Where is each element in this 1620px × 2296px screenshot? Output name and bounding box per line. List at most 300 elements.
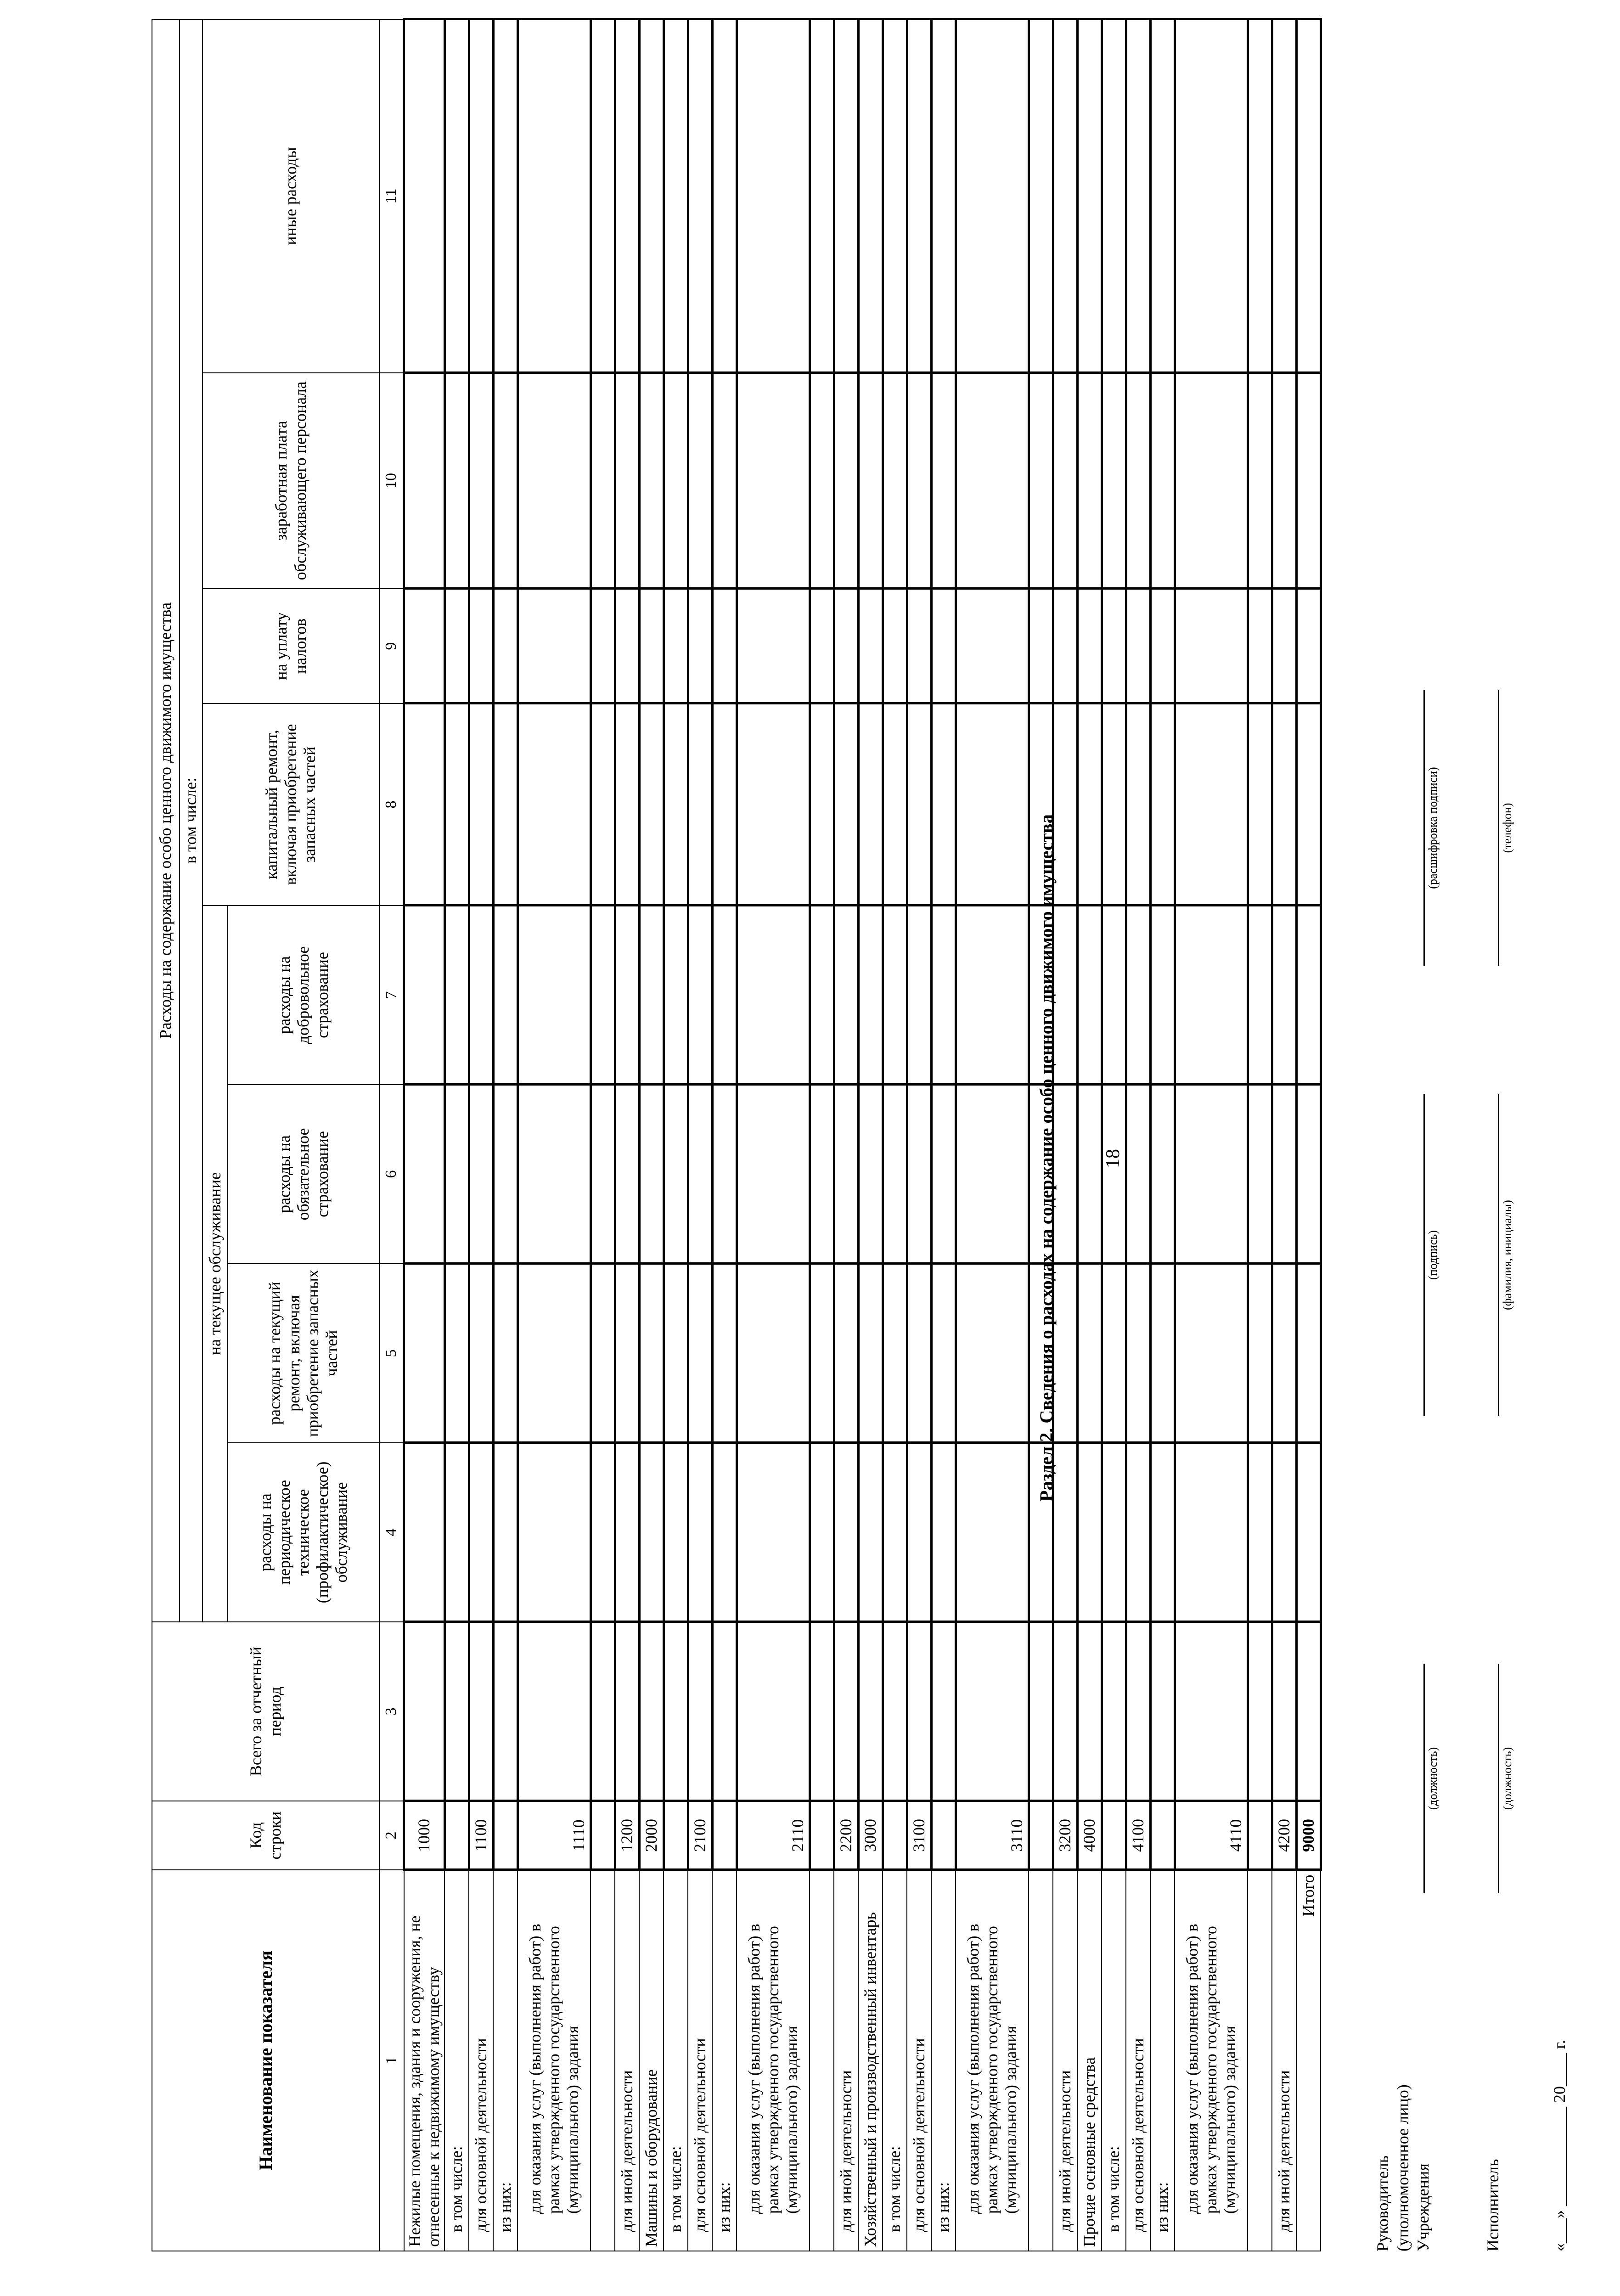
value-cell xyxy=(834,589,858,703)
row-name: для оказания услуг (выполнения работ) в рамках утвержденного государственного (муниципального) задания xyxy=(956,1870,1029,2251)
value-cell xyxy=(1150,19,1175,373)
row-code: 2100 xyxy=(688,1801,712,1870)
value-cell xyxy=(1296,1622,1321,1801)
row-code xyxy=(493,1801,518,1870)
value-cell xyxy=(907,1443,931,1622)
value-cell xyxy=(883,1264,907,1443)
value-cell xyxy=(518,906,591,1085)
value-cell xyxy=(1248,1622,1272,1801)
value-cell xyxy=(883,1443,907,1622)
value-cell xyxy=(810,373,834,589)
value-cell xyxy=(688,1085,712,1264)
row-name: для оказания услуг (выполнения работ) в рамках утвержденного государственного (муниципального) задания xyxy=(518,1870,591,2251)
row-code: 4000 xyxy=(1077,1801,1102,1870)
table-row xyxy=(712,19,737,2251)
row-code: 3200 xyxy=(1053,1801,1077,1870)
value-cell xyxy=(1077,1622,1102,1801)
value-cell xyxy=(493,906,518,1085)
col-number: 6 xyxy=(379,1085,404,1264)
value-cell xyxy=(712,906,737,1085)
value-cell xyxy=(518,1622,591,1801)
value-cell xyxy=(858,1264,883,1443)
value-cell xyxy=(444,906,469,1085)
table-row xyxy=(858,19,883,2251)
value-cell xyxy=(404,589,445,703)
col-number: 4 xyxy=(379,1443,404,1622)
caption-position: (должность) xyxy=(1426,1747,1440,1810)
value-cell xyxy=(639,1264,664,1443)
value-cell xyxy=(493,589,518,703)
value-cell xyxy=(1175,1443,1248,1622)
caption-signature: (подпись) xyxy=(1426,1230,1440,1280)
value-cell xyxy=(444,1085,469,1264)
value-cell xyxy=(639,589,664,703)
value-cell xyxy=(737,1264,810,1443)
value-cell xyxy=(688,1443,712,1622)
col-number: 3 xyxy=(379,1622,404,1801)
row-code: 2110 xyxy=(737,1801,810,1870)
value-cell xyxy=(931,906,956,1085)
value-cell xyxy=(1175,906,1248,1085)
section-title: Раздел 2. Сведения о расходах на содержание особо ценного движимого имущества xyxy=(1036,814,1057,1502)
caption-decoding: (расшифровка подписи) xyxy=(1426,767,1440,889)
value-cell xyxy=(518,589,591,703)
value-cell xyxy=(712,1622,737,1801)
value-cell xyxy=(834,1443,858,1622)
value-cell xyxy=(1053,703,1077,906)
value-cell xyxy=(444,1622,469,1801)
value-cell xyxy=(1272,703,1296,906)
value-cell xyxy=(664,19,688,373)
value-cell xyxy=(444,373,469,589)
value-cell xyxy=(956,1622,1029,1801)
value-cell xyxy=(1248,703,1272,906)
value-cell xyxy=(404,1264,445,1443)
value-cell xyxy=(1053,373,1077,589)
row-code: 1110 xyxy=(518,1801,591,1870)
value-cell xyxy=(1029,589,1053,703)
table-row xyxy=(1248,19,1272,2251)
value-cell xyxy=(493,1443,518,1622)
value-cell xyxy=(639,373,664,589)
value-cell xyxy=(883,703,907,906)
value-cell xyxy=(639,1443,664,1622)
head-position-line xyxy=(1423,1664,1425,1893)
value-cell xyxy=(493,1622,518,1801)
row-code xyxy=(664,1801,688,1870)
header-total: Всего за отчетный период xyxy=(152,1622,379,1801)
value-cell xyxy=(469,1622,493,1801)
value-cell xyxy=(1296,906,1321,1085)
value-cell xyxy=(664,1085,688,1264)
row-name: для иной деятельности xyxy=(834,1870,858,2251)
value-cell xyxy=(834,906,858,1085)
value-cell xyxy=(664,906,688,1085)
value-cell xyxy=(956,373,1029,589)
value-cell xyxy=(883,906,907,1085)
value-cell xyxy=(1248,1085,1272,1264)
value-cell xyxy=(810,19,834,373)
value-cell xyxy=(1175,1264,1248,1443)
row-name: для основной деятельности xyxy=(1126,1870,1150,2251)
row-name xyxy=(1248,1870,1272,2251)
value-cell xyxy=(1296,373,1321,589)
value-cell xyxy=(834,703,858,906)
row-name xyxy=(1029,1870,1053,2251)
value-cell xyxy=(615,19,639,373)
value-cell xyxy=(712,589,737,703)
value-cell xyxy=(1077,589,1102,703)
value-cell xyxy=(956,19,1029,373)
table-row xyxy=(834,19,858,2251)
row-name: Итого xyxy=(1296,1870,1321,2251)
value-cell xyxy=(404,703,445,906)
row-code xyxy=(883,1801,907,1870)
header-in-that-number: в том числе: xyxy=(180,19,202,1622)
table-row xyxy=(1102,19,1126,2251)
col-number: 1 xyxy=(379,1870,404,2251)
value-cell xyxy=(493,373,518,589)
value-cell xyxy=(931,1085,956,1264)
value-cell xyxy=(810,1085,834,1264)
table-row xyxy=(1150,19,1175,2251)
value-cell xyxy=(469,906,493,1085)
row-name: для основной деятельности xyxy=(469,1870,493,2251)
value-cell xyxy=(1102,703,1126,906)
row-code xyxy=(931,1801,956,1870)
value-cell xyxy=(737,373,810,589)
value-cell xyxy=(883,373,907,589)
value-cell xyxy=(688,1264,712,1443)
row-code: 3110 xyxy=(956,1801,1029,1870)
value-cell xyxy=(404,19,445,373)
value-cell xyxy=(1102,1622,1126,1801)
value-cell xyxy=(810,589,834,703)
value-cell xyxy=(956,1264,1029,1443)
date-line: «___» ____________ 20____ г. xyxy=(1550,2040,1569,2251)
row-code: 3000 xyxy=(858,1801,883,1870)
table-row xyxy=(615,19,639,2251)
table-row xyxy=(737,19,810,2251)
value-cell xyxy=(1248,1264,1272,1443)
value-cell xyxy=(810,906,834,1085)
value-cell xyxy=(931,1622,956,1801)
table-row xyxy=(518,19,591,2251)
value-cell xyxy=(1150,1622,1175,1801)
row-code: 4110 xyxy=(1175,1801,1248,1870)
row-name: из них: xyxy=(493,1870,518,2251)
row-code xyxy=(1248,1801,1272,1870)
row-code xyxy=(444,1801,469,1870)
row-name: из них: xyxy=(1150,1870,1175,2251)
table-row xyxy=(591,19,615,2251)
value-cell xyxy=(907,1085,931,1264)
col-number: 8 xyxy=(379,703,404,906)
header-current-service: на текущее обслуживание xyxy=(202,906,228,1622)
value-cell xyxy=(1102,589,1126,703)
row-name: для оказания услуг (выполнения работ) в рамках утвержденного государственного (муниципального) задания xyxy=(1175,1870,1248,2251)
value-cell xyxy=(1296,703,1321,906)
value-cell xyxy=(1175,589,1248,703)
table-row xyxy=(404,19,445,2251)
value-cell xyxy=(1029,906,1053,1085)
value-cell xyxy=(858,1443,883,1622)
value-cell xyxy=(883,19,907,373)
value-cell xyxy=(1126,1085,1150,1264)
value-cell xyxy=(931,19,956,373)
value-cell xyxy=(493,1264,518,1443)
value-cell xyxy=(1272,906,1296,1085)
row-code: 1100 xyxy=(469,1801,493,1870)
value-cell xyxy=(810,1264,834,1443)
value-cell xyxy=(444,589,469,703)
value-cell xyxy=(664,1443,688,1622)
table-row xyxy=(1175,19,1248,2251)
value-cell xyxy=(591,906,615,1085)
table-row xyxy=(931,19,956,2251)
value-cell xyxy=(615,1443,639,1622)
value-cell xyxy=(688,703,712,906)
value-cell xyxy=(591,589,615,703)
value-cell xyxy=(1102,19,1126,373)
value-cell xyxy=(469,589,493,703)
value-cell xyxy=(1150,373,1175,589)
value-cell xyxy=(737,1622,810,1801)
value-cell xyxy=(469,373,493,589)
row-name: в том числе: xyxy=(664,1870,688,2251)
table-row xyxy=(1029,19,1053,2251)
row-name: в том числе: xyxy=(444,1870,469,2251)
head-label-2: (уполномоченное лицо) xyxy=(1394,2084,1412,2251)
head-signature-line xyxy=(1423,1094,1425,1416)
page-number: 18 xyxy=(1102,1149,1124,1168)
table-row xyxy=(1272,19,1296,2251)
row-name: Нежилые помещения, здания и сооружения, не отнесенные к недвижимому имуществу xyxy=(404,1870,445,2251)
value-cell xyxy=(1248,906,1272,1085)
value-cell xyxy=(931,1443,956,1622)
value-cell xyxy=(858,1085,883,1264)
value-cell xyxy=(518,19,591,373)
value-cell xyxy=(404,373,445,589)
value-cell xyxy=(1102,1264,1126,1443)
row-code xyxy=(1102,1801,1126,1870)
row-code: 2200 xyxy=(834,1801,858,1870)
value-cell xyxy=(1102,1443,1126,1622)
value-cell xyxy=(444,703,469,906)
value-cell xyxy=(956,589,1029,703)
value-cell xyxy=(1272,1264,1296,1443)
value-cell xyxy=(493,703,518,906)
value-cell xyxy=(810,1443,834,1622)
value-cell xyxy=(956,906,1029,1085)
value-cell xyxy=(1296,1085,1321,1264)
value-cell xyxy=(1126,906,1150,1085)
table-row xyxy=(956,19,1029,2251)
executor-phone-line xyxy=(1498,690,1499,966)
value-cell xyxy=(688,373,712,589)
value-cell xyxy=(1029,1622,1053,1801)
value-cell xyxy=(858,19,883,373)
value-cell xyxy=(615,373,639,589)
table-row xyxy=(444,19,469,2251)
row-code: 2000 xyxy=(639,1801,664,1870)
value-cell xyxy=(858,1622,883,1801)
value-cell xyxy=(639,1085,664,1264)
value-cell xyxy=(1272,1443,1296,1622)
table-row xyxy=(907,19,931,2251)
value-cell xyxy=(1248,589,1272,703)
value-cell xyxy=(858,589,883,703)
header-group-main: Расходы на содержание особо ценного движимого имущества xyxy=(152,19,180,1622)
value-cell xyxy=(1175,703,1248,906)
value-cell xyxy=(907,703,931,906)
value-cell xyxy=(810,1622,834,1801)
table-row xyxy=(493,19,518,2251)
value-cell xyxy=(1053,1443,1077,1622)
value-cell xyxy=(883,589,907,703)
row-code xyxy=(1150,1801,1175,1870)
value-cell xyxy=(1272,373,1296,589)
row-name: для основной деятельности xyxy=(907,1870,931,2251)
value-cell xyxy=(1029,1443,1053,1622)
table-row xyxy=(664,19,688,2251)
value-cell xyxy=(1150,906,1175,1085)
header-col-current-repair: расходы на текущий ремонт, включая приобретение запасных частей xyxy=(228,1264,379,1443)
value-cell xyxy=(907,1622,931,1801)
value-cell xyxy=(469,1264,493,1443)
row-name: для иной деятельности xyxy=(1053,1870,1077,2251)
value-cell xyxy=(688,1622,712,1801)
value-cell xyxy=(907,1264,931,1443)
row-name: из них: xyxy=(712,1870,737,2251)
value-cell xyxy=(518,1085,591,1264)
value-cell xyxy=(1029,373,1053,589)
value-cell xyxy=(615,1085,639,1264)
row-name: Хозяйственный и производственный инвентарь xyxy=(858,1870,883,2251)
head-decoding-line xyxy=(1423,690,1425,966)
value-cell xyxy=(591,1443,615,1622)
executor-label: Исполнитель xyxy=(1484,2159,1502,2251)
value-cell xyxy=(404,1622,445,1801)
value-cell xyxy=(1150,1443,1175,1622)
header-col-other: иные расходы xyxy=(202,19,379,373)
value-cell xyxy=(834,373,858,589)
value-cell xyxy=(1102,906,1126,1085)
value-cell xyxy=(956,1085,1029,1264)
row-name: в том числе: xyxy=(883,1870,907,2251)
value-cell xyxy=(1053,906,1077,1085)
value-cell xyxy=(444,19,469,373)
column-numbers-row xyxy=(379,19,404,2251)
value-cell xyxy=(712,373,737,589)
value-cell xyxy=(688,906,712,1085)
value-cell xyxy=(1077,1443,1102,1622)
value-cell xyxy=(737,906,810,1085)
caption-phone: (телефон) xyxy=(1501,803,1514,853)
col-number: 9 xyxy=(379,589,404,703)
value-cell xyxy=(444,1443,469,1622)
value-cell xyxy=(591,1264,615,1443)
value-cell xyxy=(664,703,688,906)
value-cell xyxy=(931,589,956,703)
value-cell xyxy=(956,703,1029,906)
value-cell xyxy=(712,1443,737,1622)
value-cell xyxy=(1248,19,1272,373)
value-cell xyxy=(469,703,493,906)
value-cell xyxy=(591,1085,615,1264)
head-label-1: Руководитель xyxy=(1373,2155,1392,2251)
value-cell xyxy=(712,703,737,906)
value-cell xyxy=(1248,1443,1272,1622)
value-cell xyxy=(1175,373,1248,589)
row-name: для иной деятельности xyxy=(615,1870,639,2251)
value-cell xyxy=(1296,1443,1321,1622)
header-indicator: Наименование показателя xyxy=(152,1870,379,2251)
value-cell xyxy=(834,19,858,373)
value-cell xyxy=(1272,589,1296,703)
header-col-capital-repair: капитальный ремонт, включая приобретение запасных частей xyxy=(202,703,379,906)
value-cell xyxy=(493,19,518,373)
value-cell xyxy=(591,19,615,373)
value-cell xyxy=(907,373,931,589)
value-cell xyxy=(591,703,615,906)
value-cell xyxy=(858,373,883,589)
value-cell xyxy=(1248,373,1272,589)
value-cell xyxy=(737,1085,810,1264)
col-number: 7 xyxy=(379,906,404,1085)
row-name: для основной деятельности xyxy=(688,1870,712,2251)
value-cell xyxy=(931,373,956,589)
col-number: 2 xyxy=(379,1801,404,1870)
value-cell xyxy=(1077,1264,1102,1443)
value-cell xyxy=(664,1622,688,1801)
executor-position-line xyxy=(1498,1664,1499,1893)
value-cell xyxy=(907,589,931,703)
executor-name-line xyxy=(1498,1094,1499,1416)
value-cell xyxy=(518,373,591,589)
value-cell xyxy=(1126,373,1150,589)
row-code: 3100 xyxy=(907,1801,931,1870)
value-cell xyxy=(1126,1622,1150,1801)
row-name: из них: xyxy=(931,1870,956,2251)
value-cell xyxy=(834,1264,858,1443)
table-row xyxy=(883,19,907,2251)
value-cell xyxy=(444,1264,469,1443)
value-cell xyxy=(1175,1085,1248,1264)
value-cell xyxy=(615,906,639,1085)
value-cell xyxy=(639,1622,664,1801)
value-cell xyxy=(1077,703,1102,906)
row-code: 9000 xyxy=(1296,1801,1321,1870)
value-cell xyxy=(737,19,810,373)
row-name: в том числе: xyxy=(1102,1870,1126,2251)
value-cell xyxy=(591,373,615,589)
header-col-maintenance: расходы на периодическое техническое (профилактическое) обслуживание xyxy=(228,1443,379,1622)
value-cell xyxy=(1053,1622,1077,1801)
row-code: 4200 xyxy=(1272,1801,1296,1870)
value-cell xyxy=(883,1085,907,1264)
row-code xyxy=(591,1801,615,1870)
value-cell xyxy=(639,906,664,1085)
value-cell xyxy=(1102,373,1126,589)
value-cell xyxy=(810,703,834,906)
value-cell xyxy=(664,589,688,703)
value-cell xyxy=(615,1264,639,1443)
value-cell xyxy=(1296,589,1321,703)
row-code xyxy=(1029,1801,1053,1870)
row-name: Машины и оборудование xyxy=(639,1870,664,2251)
value-cell xyxy=(1126,703,1150,906)
